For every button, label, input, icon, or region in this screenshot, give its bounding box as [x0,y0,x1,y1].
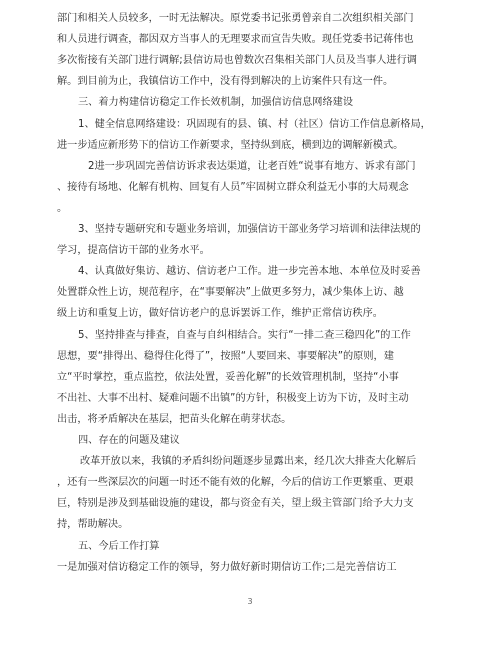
text-line: 出击，将矛盾解决在基层，把苗头化解在萌芽状态。 [57,413,292,425]
text-line: 不出社、大事不出村、疑难问题不出镇”的方针，积极变上访为下访，及时主动 [57,392,409,404]
text-line: 学习，提高信访干部的业务水平。 [57,245,210,257]
text-line: 立“平时掌控，重点监控，依法处置，妥善化解”的长效管理机制，坚持“小事 [57,371,399,383]
text-line: 一是加强对信访稳定工作的领导，努力做好新时期信访工作;二是完善信访工 [57,561,397,573]
text-line: 巨，特别是涉及到基础设施的建设，都与资金有关，望上级主管部门给予大力支 [57,498,414,510]
text-line: 和人员进行调查，都因双方当事人的无理要求而宣告失败。现任党委书记蒋伟也 [57,34,414,46]
text-line: ，还有一些深层次的问题一时还不能有效的化解，今后的信访工作更繁重、更艰 [57,477,414,489]
page-number: 3 [247,597,253,606]
text-line: 多次衔接有关部门进行调解;县信访局也曾数次召集相关部门人员及当事人进行调 [57,55,417,67]
text-line: 。 [57,202,68,214]
text-line: 5、坚持排查与排查，自查与自纠相结合。实行“一排二查三稳四化”的工作 [78,329,411,341]
section-heading: 三、着力构建信访稳定工作长效机制，加强信访信息网络建设 [78,97,354,109]
text-line: 部门和相关人员较多，一时无法解决。原党委书记张勇曾亲自二次组织相关部门 [57,13,414,24]
text-line: 处置群众性上访，规范程序，在“事要解决”上做更多努力，减少集体上访、越 [57,287,404,299]
section-heading: 四、存在的问题及建议 [78,435,180,446]
text-line: 思想，要“排得出、稳得住化得了”，按照“人要回来、事要解决”的原则，建 [57,350,394,362]
text-line: 3、坚持专题研究和专题业务培训，加强信访干部业务学习培训和法律法规的 [78,224,421,235]
text-line: 1、健全信息网络建设：巩固现有的县、镇、村（社区）信访工作信息新格局， [78,118,431,130]
text-line: 2进一步巩固完善信访诉求表达渠道，让老百姓“说事有地方、诉求有部门 [88,160,416,172]
section-heading: 五、今后工作打算 [78,540,160,552]
text-line: 4、认真做好集访、越访、信访老户工作。进一步完善本地、本单位及时妥善 [78,266,421,278]
text-line: 解。到目前为止，我镇信访工作中，没有得到解决的上访案件只有这一件。 [57,76,394,88]
text-line: 持，帮助解决。 [57,519,129,531]
text-line: 进一步适应新形势下的信访工作新要求，坚持纵到底，横到边的调解新模式。 [57,139,404,151]
text-line: 级上访和重复上访，做好信访老户的息诉罢诉工作，维护正常信访秩序。 [57,308,383,320]
text-line: 改革开放以来，我镇的矛盾纠纷问题逐步显露出来，经几次大排查大化解后 [80,456,417,468]
text-line: 、接待有场地、化解有机构、回复有人员”牢固树立群众利益无小事的大局观念 [57,181,409,193]
